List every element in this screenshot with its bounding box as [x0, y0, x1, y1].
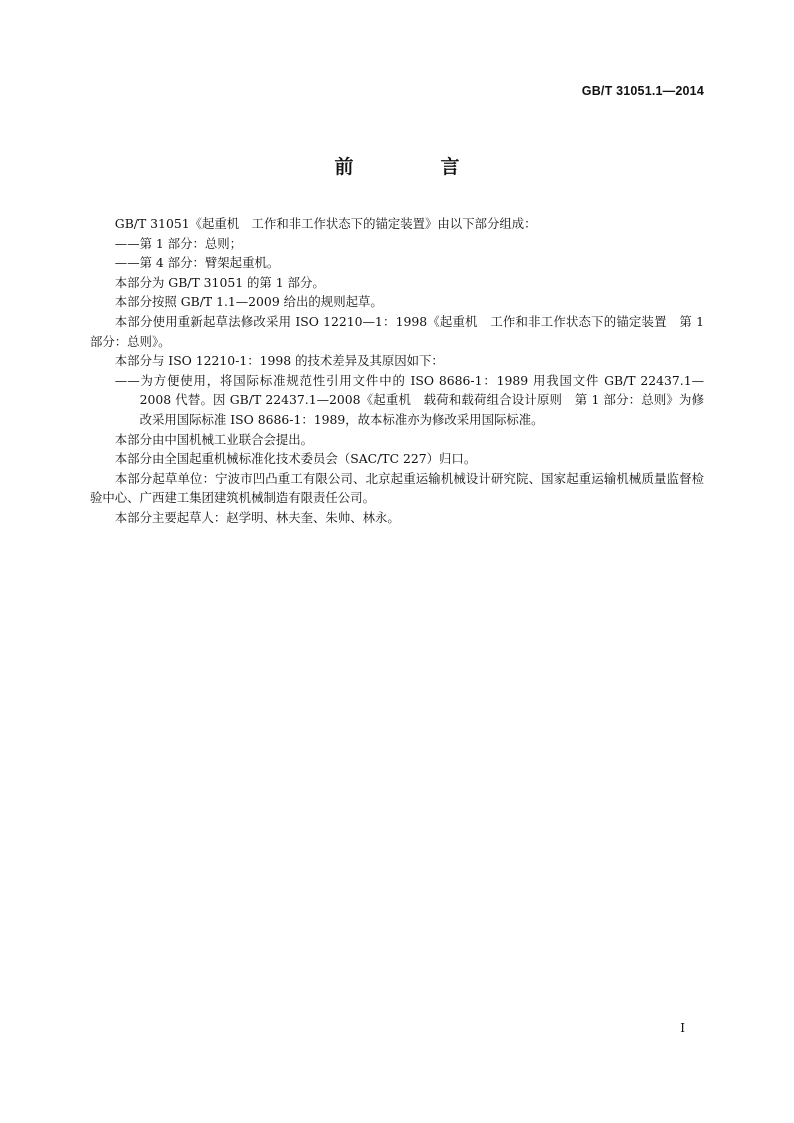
- page-title: 前 言: [334, 156, 494, 178]
- page-number: I: [680, 1021, 685, 1035]
- standard-code: GB/T 31051.1—2014: [581, 84, 704, 98]
- paragraph-drafting-rules: 本部分按照 GB/T 1.1—2009 给出的规则起草。: [114, 294, 383, 310]
- list-item-part-1: ——第 1 部分：总则；: [114, 235, 243, 251]
- paragraph-differences: 本部分与 ISO 12210-1：1998 的技术差异及其原因如下：: [114, 353, 444, 369]
- paragraph-committee: 本部分由全国起重机械标准化技术委员会（SAC/TC 227）归口。: [114, 451, 477, 467]
- list-item-part-4: ——第 4 部分：臂架起重机。: [114, 255, 280, 271]
- foreword-body: [90, 214, 704, 528]
- paragraph-proposer: 本部分由中国机械工业联合会提出。: [114, 431, 314, 447]
- list-item-difference: ——为方便使用，将国际标准规范性引用文件中的 ISO 8686-1：1989 用我国文件 GB/T 22437.1—2008 代替。因 GB/T 22437.1—2008《起重机 载荷和载荷组合设计原则 第 1 部分：总则》为修改采用国际标准 ISO 8686-1：1989，故本标准亦为修改采用国际标准。: [114, 372, 704, 427]
- paragraph-composition: GB/T 31051《起重机 工作和非工作状态下的锚定装置》由以下部分组成：: [114, 216, 537, 231]
- paragraph-part-statement: 本部分为 GB/T 31051 的第 1 部分。: [114, 274, 325, 290]
- paragraph-drafting-units: 本部分起草单位：宁波市凹凸重工有限公司、北京起重运输机械设计研究院、国家起重运输机械质量监督检验中心、广西建工集团建筑机械制造有限责任公司。: [90, 470, 704, 506]
- paragraph-drafters: 本部分主要起草人：赵学明、林夫奎、朱帅、林永。: [114, 509, 400, 525]
- paragraph-adoption: 本部分使用重新起草法修改采用 ISO 12210—1：1998《起重机 工作和非工作状态下的锚定装置 第 1 部分：总则》。: [90, 313, 704, 349]
